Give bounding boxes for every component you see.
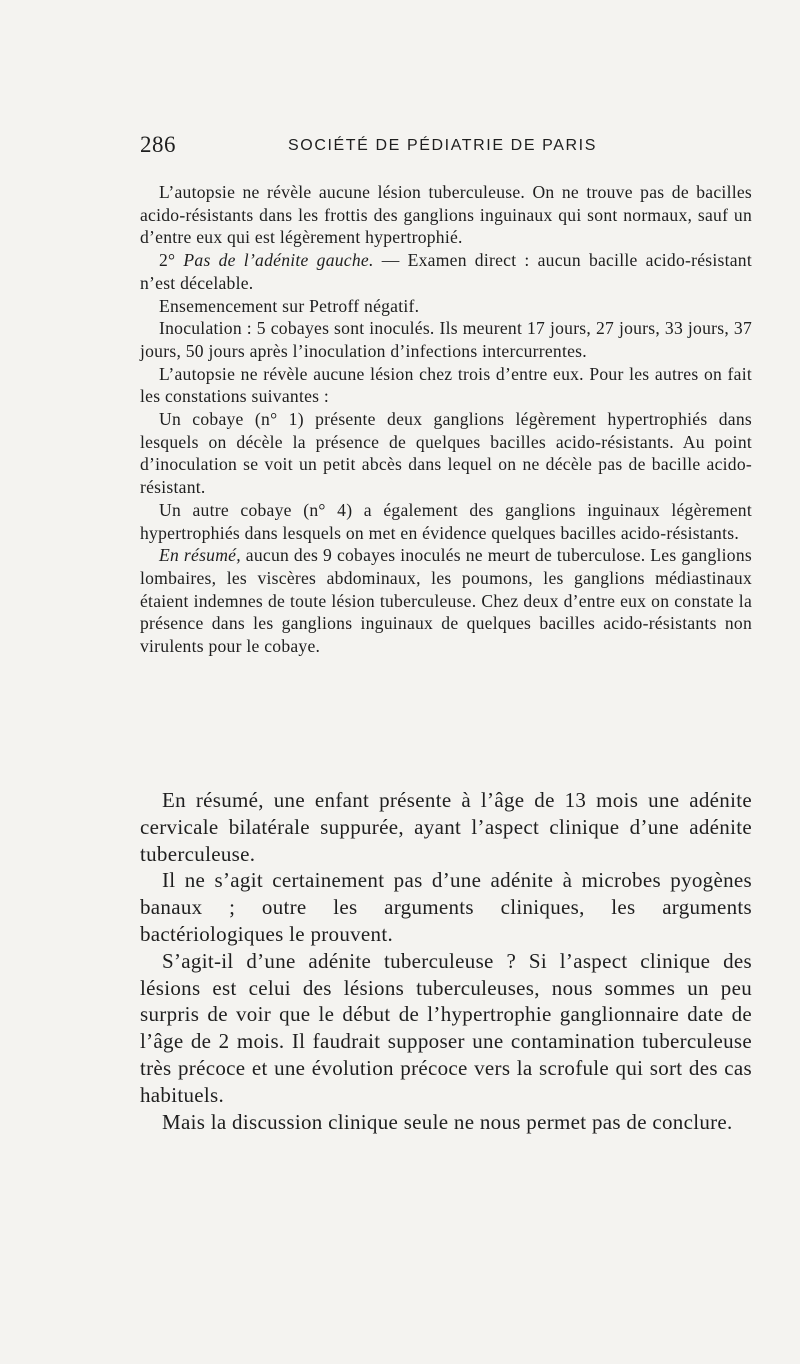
discussion-section: [140, 787, 752, 1135]
paragraph-tuberculous-question: S’agit-il d’une adénite tuberculeuse ? Si l’aspect clinique des lésions est celui des lésions tuberculeuses, nous sommes un peu surpris de voir que le début de l’hypertrophie ganglionnaire date de l’âge de 2 mois. Il faudrait supposer une contamination tuberculeuse très précoce et une évolution précoce vers la scrofule qui sort des cas habituels.: [140, 948, 752, 1107]
paragraph-summary-small: [140, 544, 752, 658]
paragraph-summary: En résumé, une enfant présente à l’âge de 13 mois une adénite cervicale bilatérale suppurée, ayant l’aspect clinique d’une adénite tuberculeuse.: [140, 788, 752, 866]
paragraph-text: — Examen direct : aucun bacille acido-résistant n’est décelable.: [140, 250, 752, 293]
running-header: [140, 132, 750, 166]
italic-subheading: Pas de l’adénite gauche.: [183, 250, 374, 271]
italic-lead: En résumé,: [159, 545, 241, 566]
item-number: 2°: [159, 250, 176, 271]
paragraph-autopsy-second: L’autopsie ne révèle aucune lésion chez trois d’entre eux. Pour les autres on fait les constations suivantes :: [140, 363, 752, 407]
paragraph-left-adenitis: [140, 249, 752, 294]
paragraph-guinea-pig-4: Un autre cobaye (n° 4) a également des ganglions inguinaux légèrement hypertrophiés dans lesquels on met en évidence quelques bacilles acido-résistants.: [140, 499, 752, 543]
paragraph-culture: Ensemencement sur Petroff négatif.: [159, 295, 420, 316]
paragraph-inoculation: Inoculation : 5 cobayes sont inoculés. Ils meurent 17 jours, 27 jours, 33 jours, 37 jours, 50 jours après l’inoculation d’infections intercurrentes.: [140, 318, 752, 361]
journal-title: SOCIÉTÉ DE PÉDIATRIE DE PARIS: [288, 137, 597, 154]
paragraph-conclusion: Mais la discussion clinique seule ne nous permet pas de conclure.: [162, 1109, 733, 1134]
case-report-section: [140, 181, 752, 658]
paragraph-guinea-pig-1: Un cobaye (n° 1) présente deux ganglions légèrement hypertrophiés dans lesquels on décèle la présence de quelques bacilles acido-résistants. Au point d’inoculation se voit un petit abcès dans lequel on ne décèle pas de bacille acido-résistant.: [140, 409, 752, 498]
paragraph-pyogenic: Il ne s’agit certainement pas d’une adénite à microbes pyogènes banaux ; outre les arguments cliniques, les arguments bactériologiques le prouvent.: [140, 868, 752, 946]
paragraph-autopsy-first: L’autopsie ne révèle aucune lésion tuberculeuse. On ne trouve pas de bacilles acido-résistants dans les frottis des ganglions inguinaux qui sont normaux, sauf un d’entre eux qui est légèrement hypertrophié.: [140, 182, 752, 248]
page-number: 286: [140, 132, 176, 157]
paragraph-text: aucun des 9 cobayes inoculés ne meurt de tuberculose. Les ganglions lombaires, les viscères abdominaux, les poumons, les ganglions médiastinaux étaient indemnes de toute lésion tuberculeuse. Chez deux d’entre eux on constate la présence dans les ganglions inguinaux de quelques bacilles acido-résistants non virulents pour le cobaye.: [140, 545, 752, 657]
